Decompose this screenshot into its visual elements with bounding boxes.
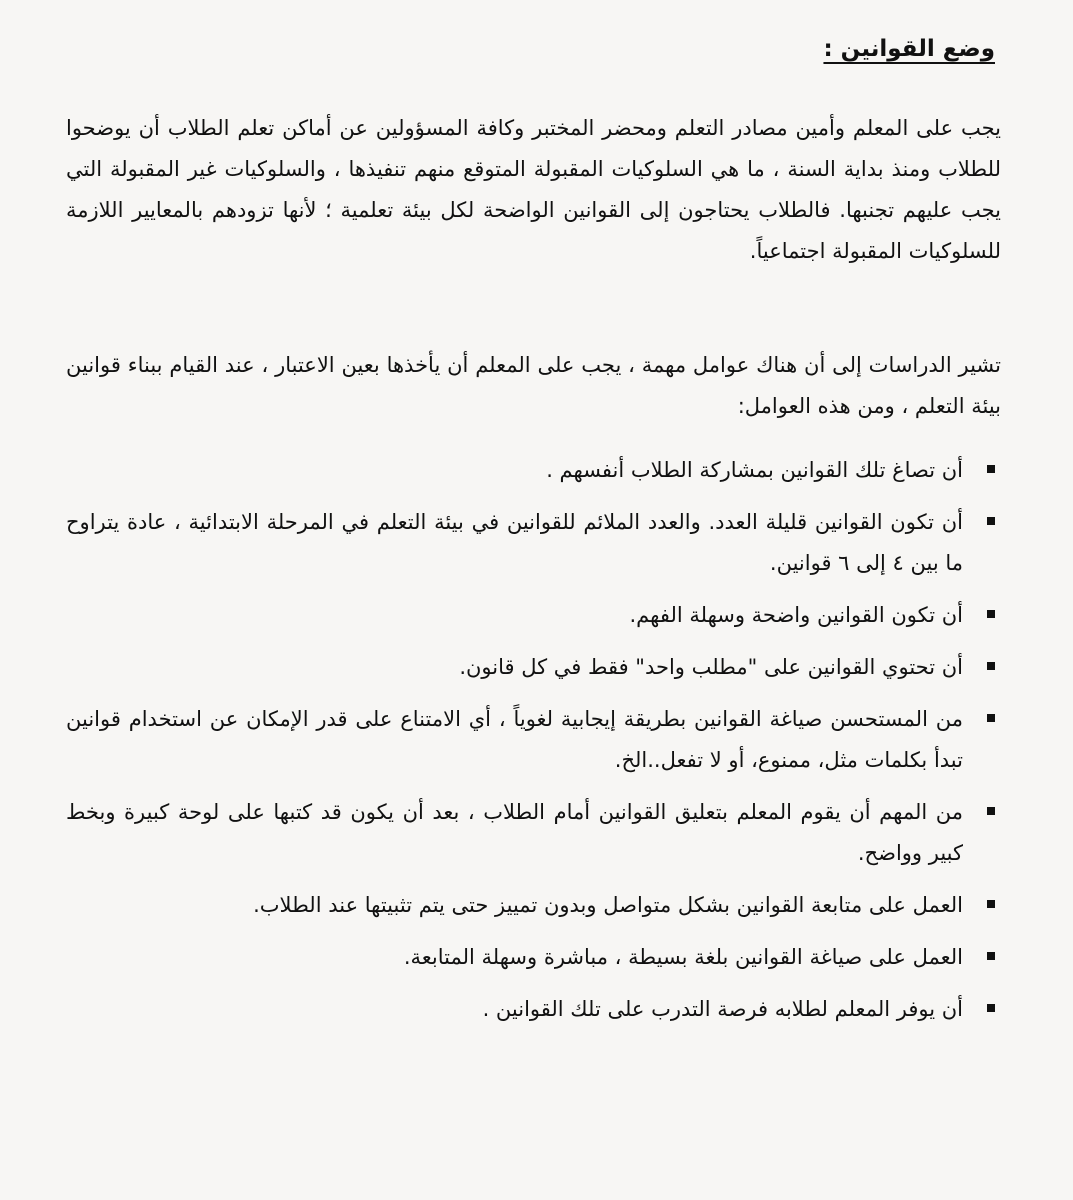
list-item: [66, 885, 1001, 926]
list-item: [66, 450, 1001, 491]
intro-paragraph: يجب على المعلم وأمين مصادر التعلم ومحضر المختبر وكافة المسؤولين عن أماكن تعلم الطلاب أن يوضحوا للطلاب ومنذ بداية السنة ، ما هي السلوكيات المقبولة المتوقع منهم تنفيذها ، والسلوكيات غير المقبولة التي يجب عليهم تجنبها. فالطلاب يحتاجون إلى القوانين الواضحة لكل بيئة تعلمية ؛ لأنها تزودهم بالمعايير اللازمة للسلوكيات المقبولة اجتماعياً.: [66, 116, 1001, 263]
factors-intro-paragraph: تشير الدراسات إلى أن هناك عوامل مهمة ، يجب على المعلم أن يأخذها بعين الاعتبار ، عند القيام ببناء قوانين بيئة التعلم ، ومن هذه العوامل:: [66, 353, 1001, 418]
list-item-text: العمل على صياغة القوانين بلغة بسيطة ، مباشرة وسهلة المتابعة.: [403, 945, 963, 969]
list-item-text: أن تكون القوانين قليلة العدد. والعدد الملائم للقوانين في بيئة التعلم في المرحلة الابتدائية ، عادة يتراوح ما بين ٤ إلى ٦ قوانين.: [66, 510, 963, 575]
list-item-text: من المستحسن صياغة القوانين بطريقة إيجابية لغوياً ، أي الامتناع على قدر الإمكان عن استخدام قوانين تبدأ بكلمات مثل، ممنوع، أو لا تفعل..الخ.: [66, 707, 963, 772]
list-item-text: أن تصاغ تلك القوانين بمشاركة الطلاب أنفسهم .: [546, 458, 963, 482]
list-item-text: أن تكون القوانين واضحة وسهلة الفهم.: [629, 603, 963, 627]
square-bullet-icon: [987, 517, 995, 525]
list-item-text: أن يوفر المعلم لطلابه فرصة التدرب على تلك القوانين .: [482, 997, 963, 1021]
list-item-text: أن تحتوي القوانين على "مطلب واحد" فقط في كل قانون.: [459, 655, 963, 679]
list-item: [66, 595, 1001, 636]
list-item: [66, 792, 1001, 874]
square-bullet-icon: [987, 714, 995, 722]
square-bullet-icon: [987, 465, 995, 473]
square-bullet-icon: [987, 610, 995, 618]
list-item-text: من المهم أن يقوم المعلم بتعليق القوانين أمام الطلاب ، بعد أن يكون قد كتبها على لوحة كبيرة وبخط كبير وواضح.: [66, 800, 963, 865]
list-item-text: العمل على متابعة القوانين بشكل متواصل وبدون تمييز حتى يتم تثبيتها عند الطلاب.: [253, 893, 963, 917]
square-bullet-icon: [987, 807, 995, 815]
square-bullet-icon: [987, 900, 995, 908]
document-title: وضع القوانين :: [823, 36, 995, 62]
list-item: [66, 989, 1001, 1030]
list-item: [66, 937, 1001, 978]
list-item: [66, 502, 1001, 584]
square-bullet-icon: [987, 952, 995, 960]
list-item: [66, 699, 1001, 781]
list-item: [66, 647, 1001, 688]
square-bullet-icon: [987, 1004, 995, 1012]
factors-list: [66, 450, 1001, 1041]
square-bullet-icon: [987, 662, 995, 670]
